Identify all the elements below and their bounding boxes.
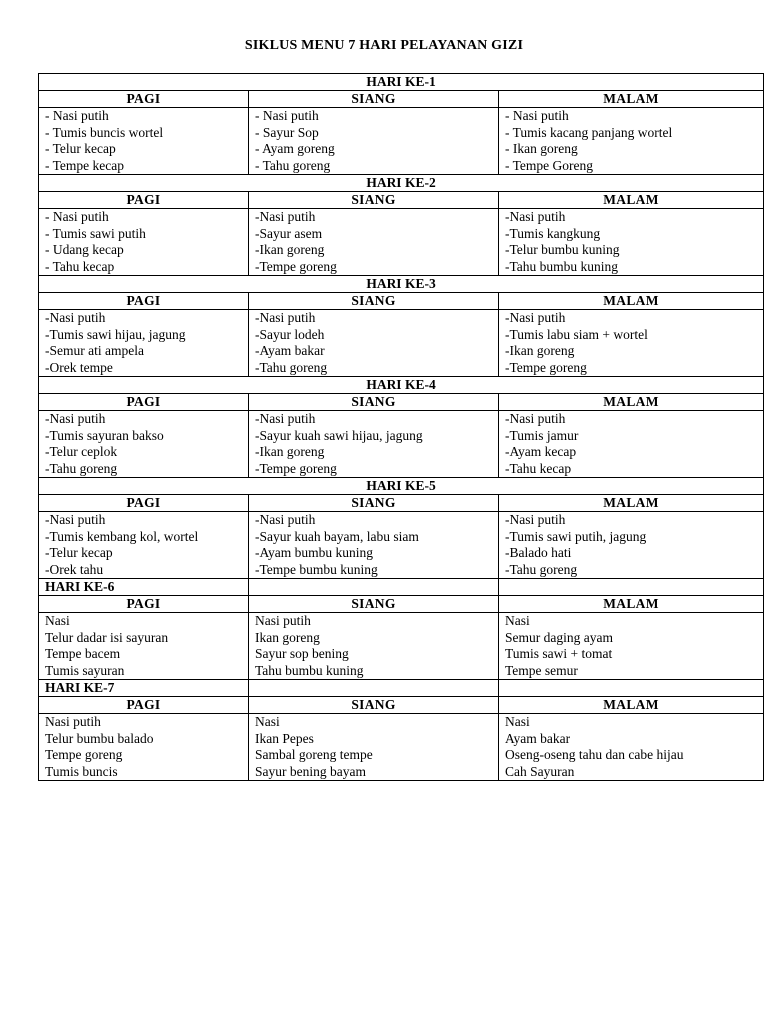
menu-items-row xyxy=(39,613,764,680)
menu-items-row xyxy=(39,714,764,781)
col-header-pagi: PAGI xyxy=(39,495,249,512)
malam-cell xyxy=(499,209,764,276)
menu-item: Cah Sayuran xyxy=(505,763,575,779)
menu-item: - Udang kecap xyxy=(45,242,124,257)
col-header-siang: SIANG xyxy=(249,293,499,310)
menu-item: - Sayur Sop xyxy=(255,124,319,140)
menu-item: -Sayur kuah sawi hijau, jagung xyxy=(255,427,423,443)
menu-item: - Tumis kacang panjang wortel xyxy=(505,124,673,140)
menu-item: Ikan goreng xyxy=(255,629,320,645)
pagi-cell xyxy=(39,714,249,781)
siang-cell xyxy=(249,209,499,276)
menu-item: -Tempe goreng xyxy=(505,359,587,375)
empty-cell xyxy=(249,680,499,697)
pagi-cell xyxy=(39,108,249,175)
col-header-pagi: PAGI xyxy=(39,91,249,108)
col-header-pagi: PAGI xyxy=(39,394,249,411)
day-label: HARI KE-2 xyxy=(39,175,764,192)
menu-item: -Nasi putih xyxy=(505,310,566,325)
menu-item: - Nasi putih xyxy=(45,108,109,123)
menu-item: -Tumis sayuran bakso xyxy=(45,427,164,443)
menu-item: -Nasi putih xyxy=(45,512,106,527)
menu-item: Nasi putih xyxy=(45,714,101,729)
col-header-siang: SIANG xyxy=(249,394,499,411)
menu-item: Sayur bening bayam xyxy=(255,763,366,779)
menu-item: -Orek tempe xyxy=(45,359,113,375)
menu-item: -Tahu goreng xyxy=(255,359,328,375)
menu-item: -Nasi putih xyxy=(255,310,316,325)
menu-item: Ikan Pepes xyxy=(255,730,314,746)
menu-item: - Tumis buncis wortel xyxy=(45,124,164,140)
menu-item: Nasi xyxy=(255,714,280,729)
day-label: HARI KE-4 xyxy=(39,377,764,394)
menu-item: -Sayur lodeh xyxy=(255,326,325,342)
menu-item: -Tempe goreng xyxy=(255,460,337,476)
column-header-row xyxy=(39,697,764,714)
menu-item: -Nasi putih xyxy=(505,512,566,527)
menu-item: -Nasi putih xyxy=(255,411,316,426)
col-header-malam: MALAM xyxy=(499,91,764,108)
menu-items-row xyxy=(39,411,764,478)
menu-item: - Telur kecap xyxy=(45,141,116,156)
menu-table xyxy=(38,73,764,781)
col-header-siang: SIANG xyxy=(249,495,499,512)
menu-item: -Semur ati ampela xyxy=(45,343,144,358)
menu-item: Tumis sayuran xyxy=(45,662,125,678)
menu-item: -Telur bumbu kuning xyxy=(505,242,620,257)
column-header-row xyxy=(39,192,764,209)
menu-item: Tempe bacem xyxy=(45,646,121,661)
day-header-row xyxy=(39,377,764,394)
menu-item: - Tumis sawi putih xyxy=(45,225,146,241)
menu-item: Nasi putih xyxy=(255,613,311,628)
col-header-malam: MALAM xyxy=(499,596,764,613)
column-header-row xyxy=(39,596,764,613)
col-header-malam: MALAM xyxy=(499,192,764,209)
menu-items-row xyxy=(39,512,764,579)
column-header-row xyxy=(39,394,764,411)
day-header-row xyxy=(39,276,764,293)
menu-item: Tahu bumbu kuning xyxy=(255,662,364,678)
menu-item: -Tahu kecap xyxy=(505,460,572,476)
menu-item: -Tahu goreng xyxy=(505,561,578,577)
column-header-row xyxy=(39,495,764,512)
siang-cell xyxy=(249,108,499,175)
menu-item: Telur dadar isi sayuran xyxy=(45,629,169,645)
col-header-siang: SIANG xyxy=(249,192,499,209)
menu-item: -Tempe bumbu kuning xyxy=(255,561,378,577)
menu-item: -Nasi putih xyxy=(45,310,106,325)
menu-item: Tempe goreng xyxy=(45,747,123,762)
menu-item: - Nasi putih xyxy=(255,108,319,123)
menu-item: - Tahu kecap xyxy=(45,258,115,274)
pagi-cell xyxy=(39,411,249,478)
col-header-pagi: PAGI xyxy=(39,192,249,209)
menu-item: - Tahu goreng xyxy=(255,157,331,173)
malam-cell xyxy=(499,310,764,377)
siang-cell xyxy=(249,411,499,478)
col-header-malam: MALAM xyxy=(499,495,764,512)
page-title: SIKLUS MENU 7 HARI PELAYANAN GIZI xyxy=(244,38,524,53)
pagi-cell xyxy=(39,209,249,276)
menu-item: - Tempe kecap xyxy=(45,157,125,173)
menu-item: -Tumis kembang kol, wortel xyxy=(45,528,199,544)
menu-items-row xyxy=(39,310,764,377)
menu-item: -Ayam bumbu kuning xyxy=(255,545,373,560)
menu-item: Nasi xyxy=(45,613,70,628)
menu-item: -Nasi putih xyxy=(255,209,316,224)
menu-item: -Tumis labu siam + wortel xyxy=(505,326,648,342)
col-header-malam: MALAM xyxy=(499,293,764,310)
menu-item: Nasi xyxy=(505,613,530,628)
menu-item: -Orek tahu xyxy=(45,561,104,577)
menu-item: - Ikan goreng xyxy=(505,141,578,156)
menu-item: -Telur ceplok xyxy=(45,444,118,459)
menu-item: -Balado hati xyxy=(505,545,572,560)
menu-item: Oseng-oseng tahu dan cabe hijau xyxy=(505,747,684,762)
menu-item: -Telur kecap xyxy=(45,545,113,560)
menu-item: -Tumis kangkung xyxy=(505,225,601,241)
day-header-row xyxy=(39,579,764,596)
menu-item: Semur daging ayam xyxy=(505,629,613,645)
day-label: HARI KE-6 xyxy=(39,579,249,596)
day-header-row xyxy=(39,478,764,495)
menu-item: Ayam bakar xyxy=(505,730,571,746)
col-header-pagi: PAGI xyxy=(39,697,249,714)
empty-cell xyxy=(249,579,499,596)
malam-cell xyxy=(499,411,764,478)
menu-item: -Tumis sawi putih, jagung xyxy=(505,528,647,544)
day-label: HARI KE-7 xyxy=(39,680,249,697)
menu-item: -Tumis jamur xyxy=(505,427,579,443)
menu-item: - Tempe Goreng xyxy=(505,157,594,173)
menu-item: Sambal goreng tempe xyxy=(255,747,373,762)
col-header-siang: SIANG xyxy=(249,697,499,714)
menu-item: -Ikan goreng xyxy=(255,444,325,459)
menu-items-row xyxy=(39,108,764,175)
menu-item: Tumis sawi + tomat xyxy=(505,646,613,661)
menu-item: -Sayur kuah bayam, labu siam xyxy=(255,528,419,544)
menu-item: -Nasi putih xyxy=(505,209,566,224)
col-header-malam: MALAM xyxy=(499,697,764,714)
menu-item: - Nasi putih xyxy=(505,108,569,123)
menu-item: Tumis buncis xyxy=(45,763,118,779)
malam-cell xyxy=(499,108,764,175)
col-header-siang: SIANG xyxy=(249,596,499,613)
menu-item: - Ayam goreng xyxy=(255,141,335,156)
col-header-pagi: PAGI xyxy=(39,293,249,310)
menu-item: -Tahu bumbu kuning xyxy=(505,258,619,274)
menu-items-row xyxy=(39,209,764,276)
menu-item: -Tumis sawi hijau, jagung xyxy=(45,326,186,342)
day-label: HARI KE-3 xyxy=(39,276,764,293)
pagi-cell xyxy=(39,512,249,579)
day-label: HARI KE-1 xyxy=(39,74,764,91)
menu-item: -Ikan goreng xyxy=(255,242,325,257)
menu-item: -Nasi putih xyxy=(505,411,566,426)
menu-item: Sayur sop bening xyxy=(255,646,349,661)
malam-cell xyxy=(499,512,764,579)
menu-item: -Ayam kecap xyxy=(505,444,577,459)
day-header-row xyxy=(39,175,764,192)
empty-cell xyxy=(499,579,764,596)
menu-item: -Tahu goreng xyxy=(45,460,118,476)
menu-item: Tempe semur xyxy=(505,662,578,678)
menu-item: - Nasi putih xyxy=(45,209,109,224)
column-header-row xyxy=(39,91,764,108)
menu-item: Telur bumbu balado xyxy=(45,730,154,746)
day-label: HARI KE-5 xyxy=(39,478,764,495)
pagi-cell xyxy=(39,613,249,680)
menu-item: -Sayur asem xyxy=(255,225,323,241)
malam-cell xyxy=(499,714,764,781)
day-header-row xyxy=(39,74,764,91)
siang-cell xyxy=(249,310,499,377)
menu-item: -Ikan goreng xyxy=(505,343,575,358)
menu-item: -Ayam bakar xyxy=(255,343,325,358)
column-header-row xyxy=(39,293,764,310)
menu-item: -Nasi putih xyxy=(45,411,106,426)
col-header-malam: MALAM xyxy=(499,394,764,411)
menu-item: -Tempe goreng xyxy=(255,258,337,274)
day-header-row xyxy=(39,680,764,697)
col-header-siang: SIANG xyxy=(249,91,499,108)
siang-cell xyxy=(249,512,499,579)
pagi-cell xyxy=(39,310,249,377)
empty-cell xyxy=(499,680,764,697)
menu-item: -Nasi putih xyxy=(255,512,316,527)
malam-cell xyxy=(499,613,764,680)
menu-item: Nasi xyxy=(505,714,530,729)
siang-cell xyxy=(249,714,499,781)
siang-cell xyxy=(249,613,499,680)
col-header-pagi: PAGI xyxy=(39,596,249,613)
